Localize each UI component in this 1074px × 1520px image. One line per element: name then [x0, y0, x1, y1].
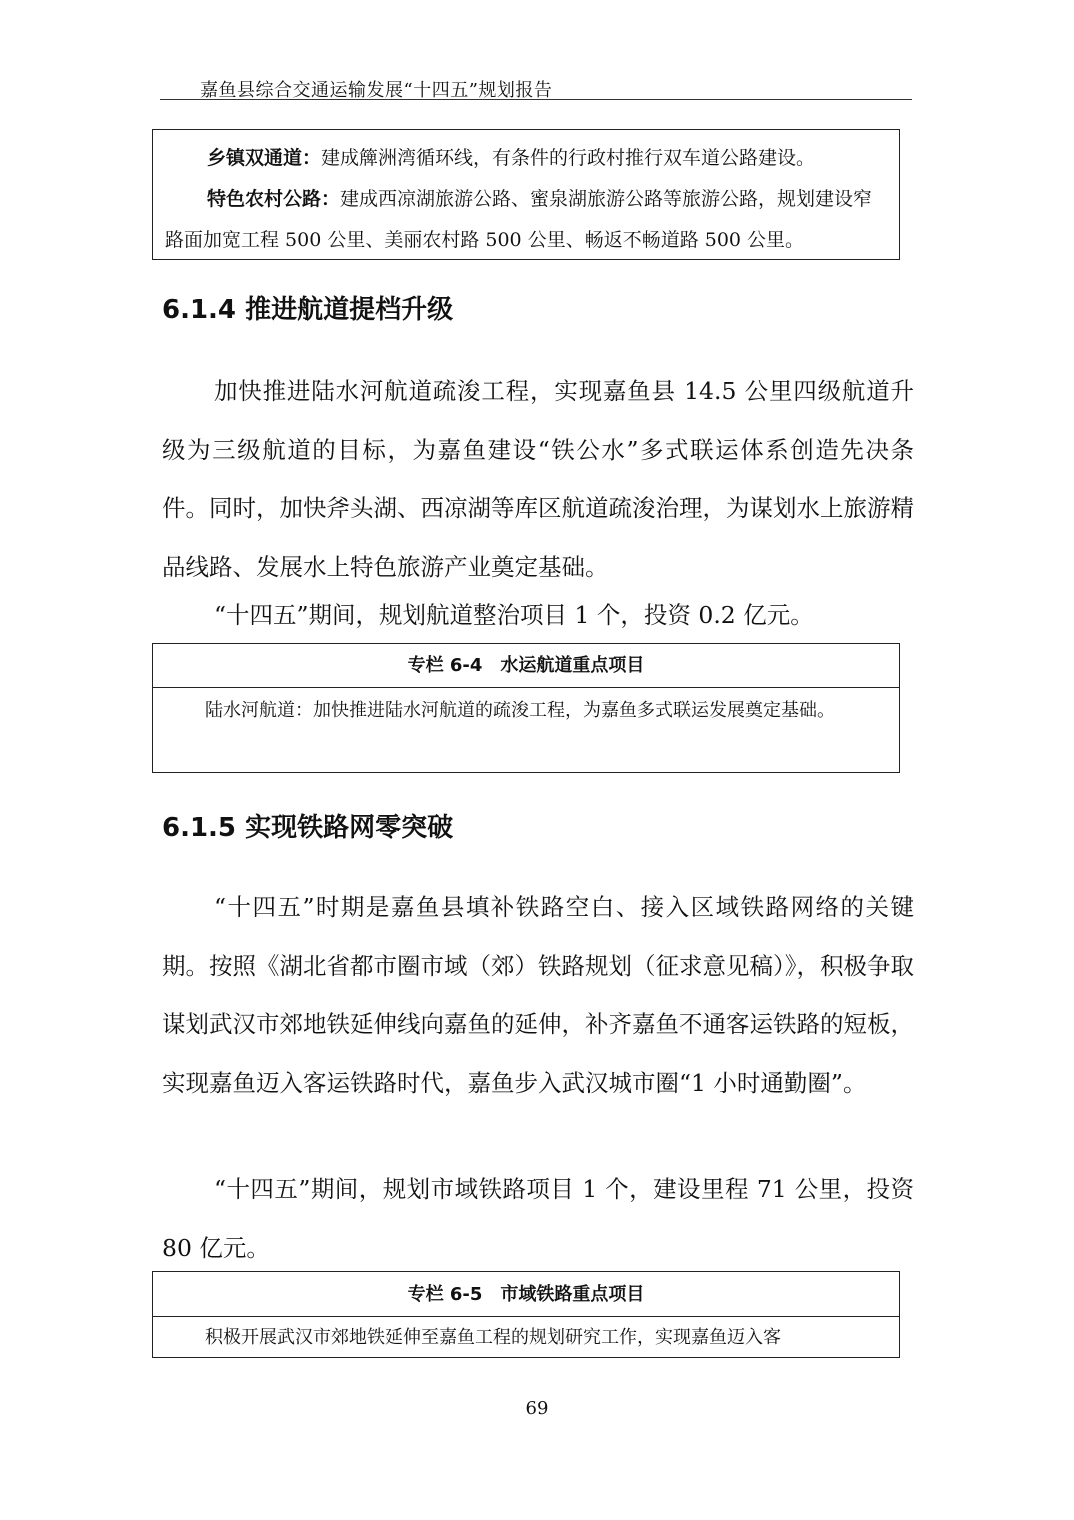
column-6-5-box: [152, 1271, 900, 1358]
rural-road-item: [165, 179, 889, 261]
column-6-5-title: 专栏 6-5 市域铁路重点项目: [153, 1272, 899, 1317]
project-list-box-continued: [152, 129, 900, 260]
column-6-4-box: [152, 643, 900, 773]
header-divider: [160, 99, 912, 100]
column-6-4-body: 陆水河航道：加快推进陆水河航道的疏浚工程，为嘉鱼多式联运发展奠定基础。: [205, 700, 835, 721]
railway-investment-paragraph: “十四五”期间，规划市域铁路项目 1 个，建设里程 71 公里，投资 80 亿元。: [162, 1175, 914, 1262]
rural-road-text: 建成西凉湖旅游公路、蜜泉湖旅游公路等旅游公路，规划建设窄路面加宽工程 500 公里、美丽农村路 500 公里、畅返不畅道路 500 公里。: [165, 188, 873, 251]
running-header-title: 嘉鱼县综合交通运输发展“十四五”规划报告: [200, 80, 553, 101]
waterway-investment-paragraph: “十四五”期间，规划航道整治项目 1 个，投资 0.2 亿元。: [214, 601, 814, 629]
waterway-paragraph: 加快推进陆水河航道疏浚工程，实现嘉鱼县 14.5 公里四级航道升级为三级航道的目标，为嘉鱼建设“铁公水”多式联运体系创造先决条件。同时，加快斧头湖、西凉湖等库区航道疏浚治理，为谋划水上旅游精品线路、发展水上特色旅游产业奠定基础。: [162, 377, 914, 581]
page-number: 69: [525, 1398, 549, 1419]
section-heading-6-1-4: 6.1.4 推进航道提档升级: [162, 295, 454, 325]
rural-road-label: 特色农村公路：: [207, 188, 341, 210]
column-6-4-title: 专栏 6-4 水运航道重点项目: [153, 644, 899, 688]
township-dual-lane-item: [165, 138, 889, 179]
railway-paragraph: “十四五”时期是嘉鱼县填补铁路空白、接入区域铁路网络的关键期。按照《湖北省都市圈市域（郊）铁路规划（征求意见稿）》，积极争取谋划武汉市郊地铁延伸线向嘉鱼的延伸，补齐嘉鱼不通客运铁路的短板，实现嘉鱼迈入客运铁路时代，嘉鱼步入武汉城市圈“1 小时通勤圈”。: [162, 893, 914, 1097]
section-heading-6-1-5: 6.1.5 实现铁路网零突破: [162, 813, 454, 843]
township-dual-lane-label: 乡镇双通道：: [207, 147, 322, 169]
township-dual-lane-text: 建成簰洲湾循环线，有条件的行政村推行双车道公路建设。: [321, 147, 816, 169]
column-6-5-body: 积极开展武汉市郊地铁延伸至嘉鱼工程的规划研究工作，实现嘉鱼迈入客: [205, 1327, 781, 1348]
